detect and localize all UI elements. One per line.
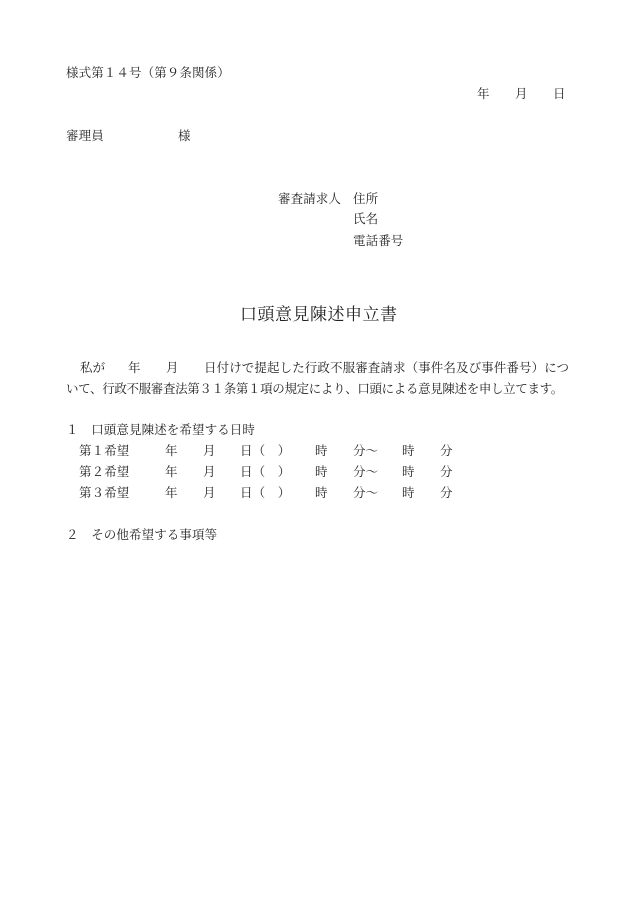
statement-year: 年 <box>128 360 141 375</box>
date-year-label: 年 <box>477 86 490 101</box>
schedule-year: 年 <box>165 464 178 479</box>
schedule-hour: 時 <box>315 464 328 479</box>
schedule-hour-end: 時 <box>402 485 415 500</box>
applicant-address-label: 住所 <box>353 191 379 206</box>
applicant-role: 審査請求人 <box>278 191 342 206</box>
applicant-name-label: 氏名 <box>353 211 379 226</box>
schedule-day-weekday: 日（ ） <box>240 485 291 500</box>
schedule-month: 月 <box>203 464 216 479</box>
schedule-minute-tilde: 分～ <box>353 485 379 500</box>
schedule-hour-end: 時 <box>402 443 415 458</box>
schedule-minute-end: 分 <box>440 464 453 479</box>
statement-month: 月 <box>166 360 179 375</box>
document-title: 口頭意見陳述申立書 <box>240 305 398 325</box>
section2-heading: ２ その他希望する事項等 <box>66 527 218 542</box>
schedule-minute-end: 分 <box>440 485 453 500</box>
schedule-minute-tilde: 分～ <box>353 464 379 479</box>
date-month-label: 月 <box>515 86 528 101</box>
section1-heading: １ 口頭意見陳述を希望する日時 <box>66 422 256 437</box>
schedule-hour-end: 時 <box>402 464 415 479</box>
schedule-year: 年 <box>165 443 178 458</box>
schedule-month: 月 <box>203 485 216 500</box>
schedule-label: 第１希望 <box>79 443 130 458</box>
schedule-hour: 時 <box>315 485 328 500</box>
schedule-year: 年 <box>165 485 178 500</box>
schedule-hour: 時 <box>315 443 328 458</box>
applicant-phone-label: 電話番号 <box>353 233 404 248</box>
schedule-minute-end: 分 <box>440 443 453 458</box>
statement-prefix: 私が <box>80 360 106 375</box>
form-number: 様式第１４号（第９条関係） <box>66 65 230 80</box>
addressee-honorific: 様 <box>178 128 191 143</box>
statement-line2: いて、行政不服審査法第３１条第１項の規定により、口頭による意見陳述を申し立てます。 <box>66 381 563 396</box>
schedule-minute-tilde: 分～ <box>353 443 379 458</box>
schedule-day-weekday: 日（ ） <box>240 464 291 479</box>
statement-line1-rest: 日付けで提起した行政不服審査請求（事件名及び事件番号）につ <box>204 360 570 375</box>
schedule-label: 第２希望 <box>79 464 130 479</box>
date-day-label: 日 <box>553 86 566 101</box>
schedule-day-weekday: 日（ ） <box>240 443 291 458</box>
schedule-month: 月 <box>203 443 216 458</box>
addressee-title: 審理員 <box>66 128 104 143</box>
schedule-label: 第３希望 <box>79 485 130 500</box>
